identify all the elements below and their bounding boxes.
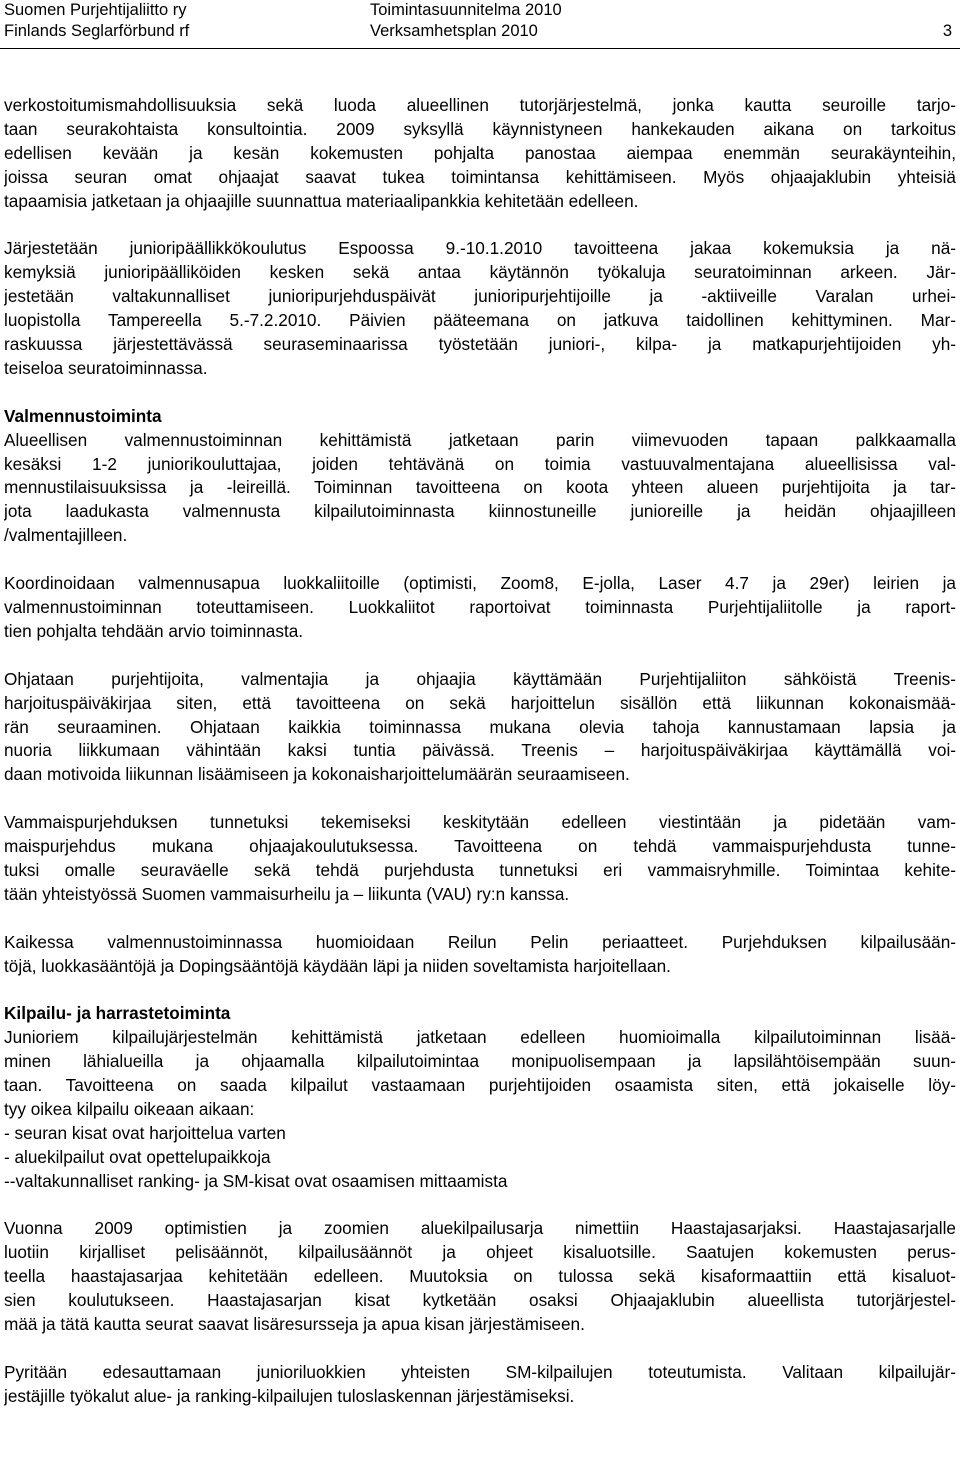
paragraph-junior-events — [4, 237, 956, 380]
header-divider — [0, 48, 960, 49]
text-line: jota laadukasta valmennusta kilpailutoiminnasta kiinnostuneille junioreille ja heidän ohjaajilleen — [4, 501, 956, 522]
text-line: kemyksiä junioripäälliköiden kesken sekä antaa käytännön työkaluja seuratoiminnan arkeen. Jär- — [4, 262, 956, 283]
text-line: tyy oikea kilpailu oikeaan aikaan: — [4, 1098, 255, 1119]
text-line: Alueellisen valmennustoiminnan kehittämistä jatketaan parin viimevuoden tapaan palkkaamalla — [4, 429, 956, 450]
page-number: 3 — [942, 22, 952, 40]
text-line: tien pohjalta tehdään arvio toiminnasta. — [4, 620, 304, 641]
paragraph-gap — [4, 907, 956, 931]
paragraph-gap — [4, 978, 956, 1002]
paragraph-gap — [4, 1337, 956, 1361]
text-line: mää ja tätä kautta seurat saavat lisäresurssejа ja apua kisan järjestämiseen. — [4, 1314, 585, 1335]
text-line: Ohjataan purjehtijoita, valmentajia ja ohjaajia käyttämään Purjehtijaliiton sähköistä Treenis- — [4, 668, 956, 689]
text-line: mennustilaisuuksissa ja -leireillä. Toiminnan tavoitteena on koota yhteen alueen purjehtijoita ja tar- — [4, 477, 956, 498]
text-line: tään yhteistyössä Suomen vammaisurheilu ja – liikunta (VAU) ry:n kanssa. — [4, 883, 570, 904]
text-line: töjä, luokkasääntöjä ja Dopingsääntöjä käydään läpi ja niiden soveltamista harjoitellaan. — [4, 955, 671, 976]
header-org-sv: Finlands Seglarförbund rf — [4, 22, 190, 40]
paragraph-gap — [4, 381, 956, 405]
paragraph-intro — [4, 94, 956, 214]
text-line: Järjestetään junioripäällikkökoulutus Espoossa 9.-10.1.2010 tavoitteena jakaa kokemuksia ja nä- — [4, 238, 956, 259]
document-body — [4, 94, 956, 1409]
text-line: kesäksi 1-2 juniorikouluttajaa, joiden tehtävänä on toimia vastuuvalmentajana alueellisissa val- — [4, 453, 956, 474]
text-line: rän seuraaminen. Ohjataan kaikkia toiminnassa mukana olevia tahoja kannustamaan lapsia ja — [4, 716, 956, 737]
text-line: taan seurakohtaista konsultointia. 2009 syksyllä käynnistyneen hankekauden aikana on tarkoitus — [4, 118, 956, 139]
list-item: - seuran kisat ovat harjoittelua varten — [4, 1122, 286, 1143]
text-line: verkostoitumismahdollisuuksia sekä luoda alueellinen tutorjärjestelmä, jonka kautta seuroille tarjo- — [4, 95, 956, 115]
header-plan-sv: Verksamhetsplan 2010 — [370, 22, 538, 40]
text-line: luotiin kirjalliset pelisäännöt, kilpailusäännöt ja ohjeet kisaluotsille. Saatujen kokemusten perus- — [4, 1242, 956, 1263]
paragraph-gap — [4, 1194, 956, 1218]
header-plan-title — [370, 0, 562, 42]
header-plan-fi: Toimintasuunnitelma 2010 — [370, 1, 562, 19]
text-line: Pyritään edesauttamaan junioriluokkien yhteisten SM-kilpailujen toteutumista. Valitaan kilpailujär- — [4, 1361, 956, 1382]
text-line: sien koulutukseen. Haastajasarjan kisat kytketään osaksi Ohjaajaklubin alueellista tutorjärjestel- — [4, 1290, 956, 1311]
header-organization — [4, 0, 189, 42]
text-line: tapaamisia jatketaan ja ohjaajille suunnattua materiaalipankkia kehitetään edelleen. — [4, 190, 639, 211]
section-heading: Kilpailu- ja harrastetoiminta — [4, 1003, 231, 1024]
text-line: Koordinoidaan valmennusapua luokkaliitoille (optimisti, Zoom8, E-jolla, Laser 4.7 ja 29er) leirien ja — [4, 573, 956, 594]
text-line: minen lähialueilla ja ohjaamalla kilpailutoimintaa monipuolisempaan ja lapsilähtöisempään suun- — [4, 1051, 956, 1072]
page-header — [0, 0, 960, 52]
text-line: Vammaispurjehduksen tunnetuksi tekemiseksi keskitytään edelleen viestintään ja pidetään vam- — [4, 812, 956, 833]
text-line: daan motivoida liikunnan lisäämiseen ja kokonaisharjoittelumäärän seuraamiseen. — [4, 764, 630, 785]
text-line: valmennustoiminnan toteuttamiseen. Luokkaliitot raportoivat toiminnasta Purjehtijaliitolle ja raport- — [4, 596, 956, 617]
paragraph-gap — [4, 548, 956, 572]
paragraph-gap — [4, 787, 956, 811]
text-line: joissa seuran omat ohjaajat saavat tukea toimintansa kehittämiseen. Myös ohjaajaklubin yhteisiä — [4, 166, 956, 187]
text-line: Junioriem kilpailujärjestelmän kehittämistä jatketaan edelleen huomioimalla kilpailutoiminnan lisää- — [4, 1027, 956, 1048]
text-line: edellisen kevään ja kesän kokemusten pohjalta panostaa aiempaa enemmän seurakäynteihin, — [4, 142, 956, 163]
list-item: --valtakunnalliset ranking- ja SM-kisat ovat osaamisen mittaamista — [4, 1170, 508, 1191]
text-line: teella haastajasarjaa kehitetään edelleen. Muutoksia on tulossa sekä kisaformaattiin että kisaluot- — [4, 1266, 956, 1287]
section-kilpailu-ja-harrastetoiminta — [4, 1002, 956, 1408]
text-line: jestetään valtakunnalliset junioripurjehduspäivät junioripurjehtijoille ja -aktiiveille Varalan urhei- — [4, 286, 956, 307]
paragraph-gap — [4, 644, 956, 668]
text-line: teiseloa seuratoiminnassa. — [4, 357, 208, 378]
text-line: tuksi omalle seuraväelle sekä tehdä purjehdusta tunnetuksi eri vammaisryhmille. Toimintaa kehite- — [4, 859, 956, 880]
text-line: jestäjille työkalut alue- ja ranking-kilpailujen tuloslaskennan järjestämiseksi. — [4, 1385, 575, 1406]
text-line: /valmentajilleen. — [4, 525, 128, 546]
paragraph-gap — [4, 214, 956, 238]
text-line: Vuonna 2009 optimistien ja zoomien aluekilpailusarja nimettiin Haastajasarjaksi. Haastajasarjalle — [4, 1218, 956, 1239]
text-line: luopistolla Tampereella 5.-7.2.2010. Päivien pääteemana on jatkuva taidollinen kehittyminen. Mar- — [4, 310, 956, 331]
list-item: - aluekilpailut ovat opettelupaikkoja — [4, 1146, 271, 1167]
section-heading: Valmennustoiminta — [4, 405, 162, 426]
text-line: harjoituspäiväkirjaa siten, että tavoitteena on sekä harjoittelun sisällön että liikunnan kokonaismää- — [4, 692, 956, 713]
header-org-fi: Suomen Purjehtijaliitto ry — [4, 1, 187, 19]
section-valmennustoiminta — [4, 405, 956, 979]
text-line: taan. Tavoitteena on saada kilpailut vastaamaan purjehtijoiden osaamista siten, että jokaiselle löy- — [4, 1075, 956, 1096]
text-line: Kaikessa valmennustoiminnassa huomioidaan Reilun Pelin periaatteet. Purjehduksen kilpailusään- — [4, 931, 956, 952]
text-line: nuoria liikkumaan vähintään kaksi tuntia päivässä. Treenis – harjoituspäiväkirjaa käyttämällä voi- — [4, 740, 956, 761]
text-line: raskuussa järjestettävässä seuraseminaarissa työstetään juniori-, kilpa- ja matkapurjehtijoiden yh- — [4, 334, 956, 355]
text-line: maispurjehdus mukana ohjaajakoulutuksessa. Tavoitteena on tehdä vammaispurjehdusta tunne- — [4, 836, 956, 857]
